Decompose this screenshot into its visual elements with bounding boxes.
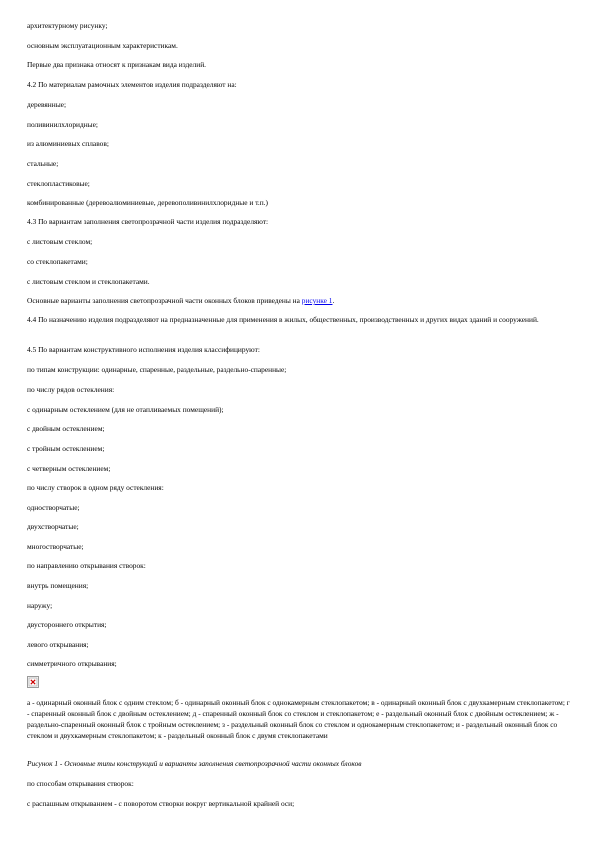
list-item: по типам конструкции: одинарные, спаренные, раздельные, раздельно-спаренные; bbox=[27, 365, 287, 374]
list-item: по направлению открывания створок: bbox=[27, 561, 146, 570]
list-item: комбинированные (деревоалюминиевые, деревополивинилхлоридные и т.п.) bbox=[27, 198, 268, 207]
broken-image-glyph bbox=[28, 677, 38, 687]
list-item: поливинилхлоридные; bbox=[27, 120, 98, 129]
list-item: с двойным остеклением; bbox=[27, 424, 105, 433]
section-paragraph-4-4: 4.4 По назначению изделия подразделяют на предназначенные для применения в жилых, общественных, производственных и других видах зданий и сооружений. bbox=[27, 315, 539, 324]
list-item: с тройным остеклением; bbox=[27, 444, 105, 453]
list-item: двухстворчатые; bbox=[27, 522, 79, 531]
reference-suffix: . bbox=[332, 296, 335, 305]
figure-caption: Рисунок 1 - Основные типы конструкций и варианты заполнения светопрозрачной части оконных блоков bbox=[27, 759, 362, 768]
list-item: с одинарным остеклением (для не отапливаемых помещений); bbox=[27, 405, 224, 414]
list-item: левого открывания; bbox=[27, 640, 89, 649]
section-heading-4-3: 4.3 По вариантам заполнения светопрозрачной части изделия подразделяют: bbox=[27, 217, 269, 226]
list-item: со стеклопакетами; bbox=[27, 257, 88, 266]
figure-legend: а - одинарный оконный блок с одним стеклом; б - одинарный оконный блок с однокамерным стеклопакетом; в - одинарный оконный блок с двухкамерным стеклопакетом; г - спаренный оконный блок с двойным остеклением; д - спаренный оконный блок со стеклом и стеклопакетом; е - раздельный оконный блок с двойным остеклением; ж - раздельно-спаренный оконный блок с тройным остеклением; з - раздельный оконный блок со стеклом и однокамерным стеклопакетом; и - раздельный оконный блок со стеклом и двухкамерным стеклопакетом; к - раздельный оконный блок с двумя стеклопакетами bbox=[27, 698, 570, 740]
list-item: с листовым стеклом; bbox=[27, 237, 93, 246]
list-item: симметричного открывания; bbox=[27, 659, 117, 668]
text-line: Первые два признака относят к признакам вида изделий. bbox=[27, 60, 207, 69]
text-line: архитектурному рисунку; bbox=[27, 21, 108, 30]
list-item: с четверным остеклением; bbox=[27, 464, 111, 473]
figure-1-link[interactable]: рисунке 1 bbox=[301, 296, 333, 305]
reference-paragraph bbox=[27, 296, 572, 306]
list-item: из алюминиевых сплавов; bbox=[27, 139, 109, 148]
reference-text: Основные варианты заполнения светопрозрачной части оконных блоков приведены на bbox=[27, 296, 302, 305]
list-item: наружу; bbox=[27, 601, 53, 610]
list-item: внутрь помещения; bbox=[27, 581, 89, 590]
list-item: стальные; bbox=[27, 159, 59, 168]
list-item: многостворчатые; bbox=[27, 542, 84, 551]
section-heading-4-5: 4.5 По вариантам конструктивного исполнения изделия классифицируют: bbox=[27, 345, 260, 354]
list-item: деревянные; bbox=[27, 100, 67, 109]
list-item: по числу рядов остекления: bbox=[27, 385, 115, 394]
list-item: с распашным открыванием - с поворотом створки вокруг вертикальной крайней оси; bbox=[27, 799, 295, 808]
text-line: основным эксплуатационным характеристикам. bbox=[27, 41, 178, 50]
broken-image-icon bbox=[27, 676, 39, 688]
list-item: по числу створок в одном ряду остекления: bbox=[27, 483, 164, 492]
section-heading-4-2: 4.2 По материалам рамочных элементов изделия подразделяют на: bbox=[27, 80, 237, 89]
list-item: одностворчатые; bbox=[27, 503, 80, 512]
list-item: двустороннего открытия; bbox=[27, 620, 107, 629]
list-item: с листовым стеклом и стеклопакетами. bbox=[27, 277, 150, 286]
list-item: по способам открывания створок: bbox=[27, 779, 134, 788]
list-item: стеклопластиковые; bbox=[27, 179, 90, 188]
